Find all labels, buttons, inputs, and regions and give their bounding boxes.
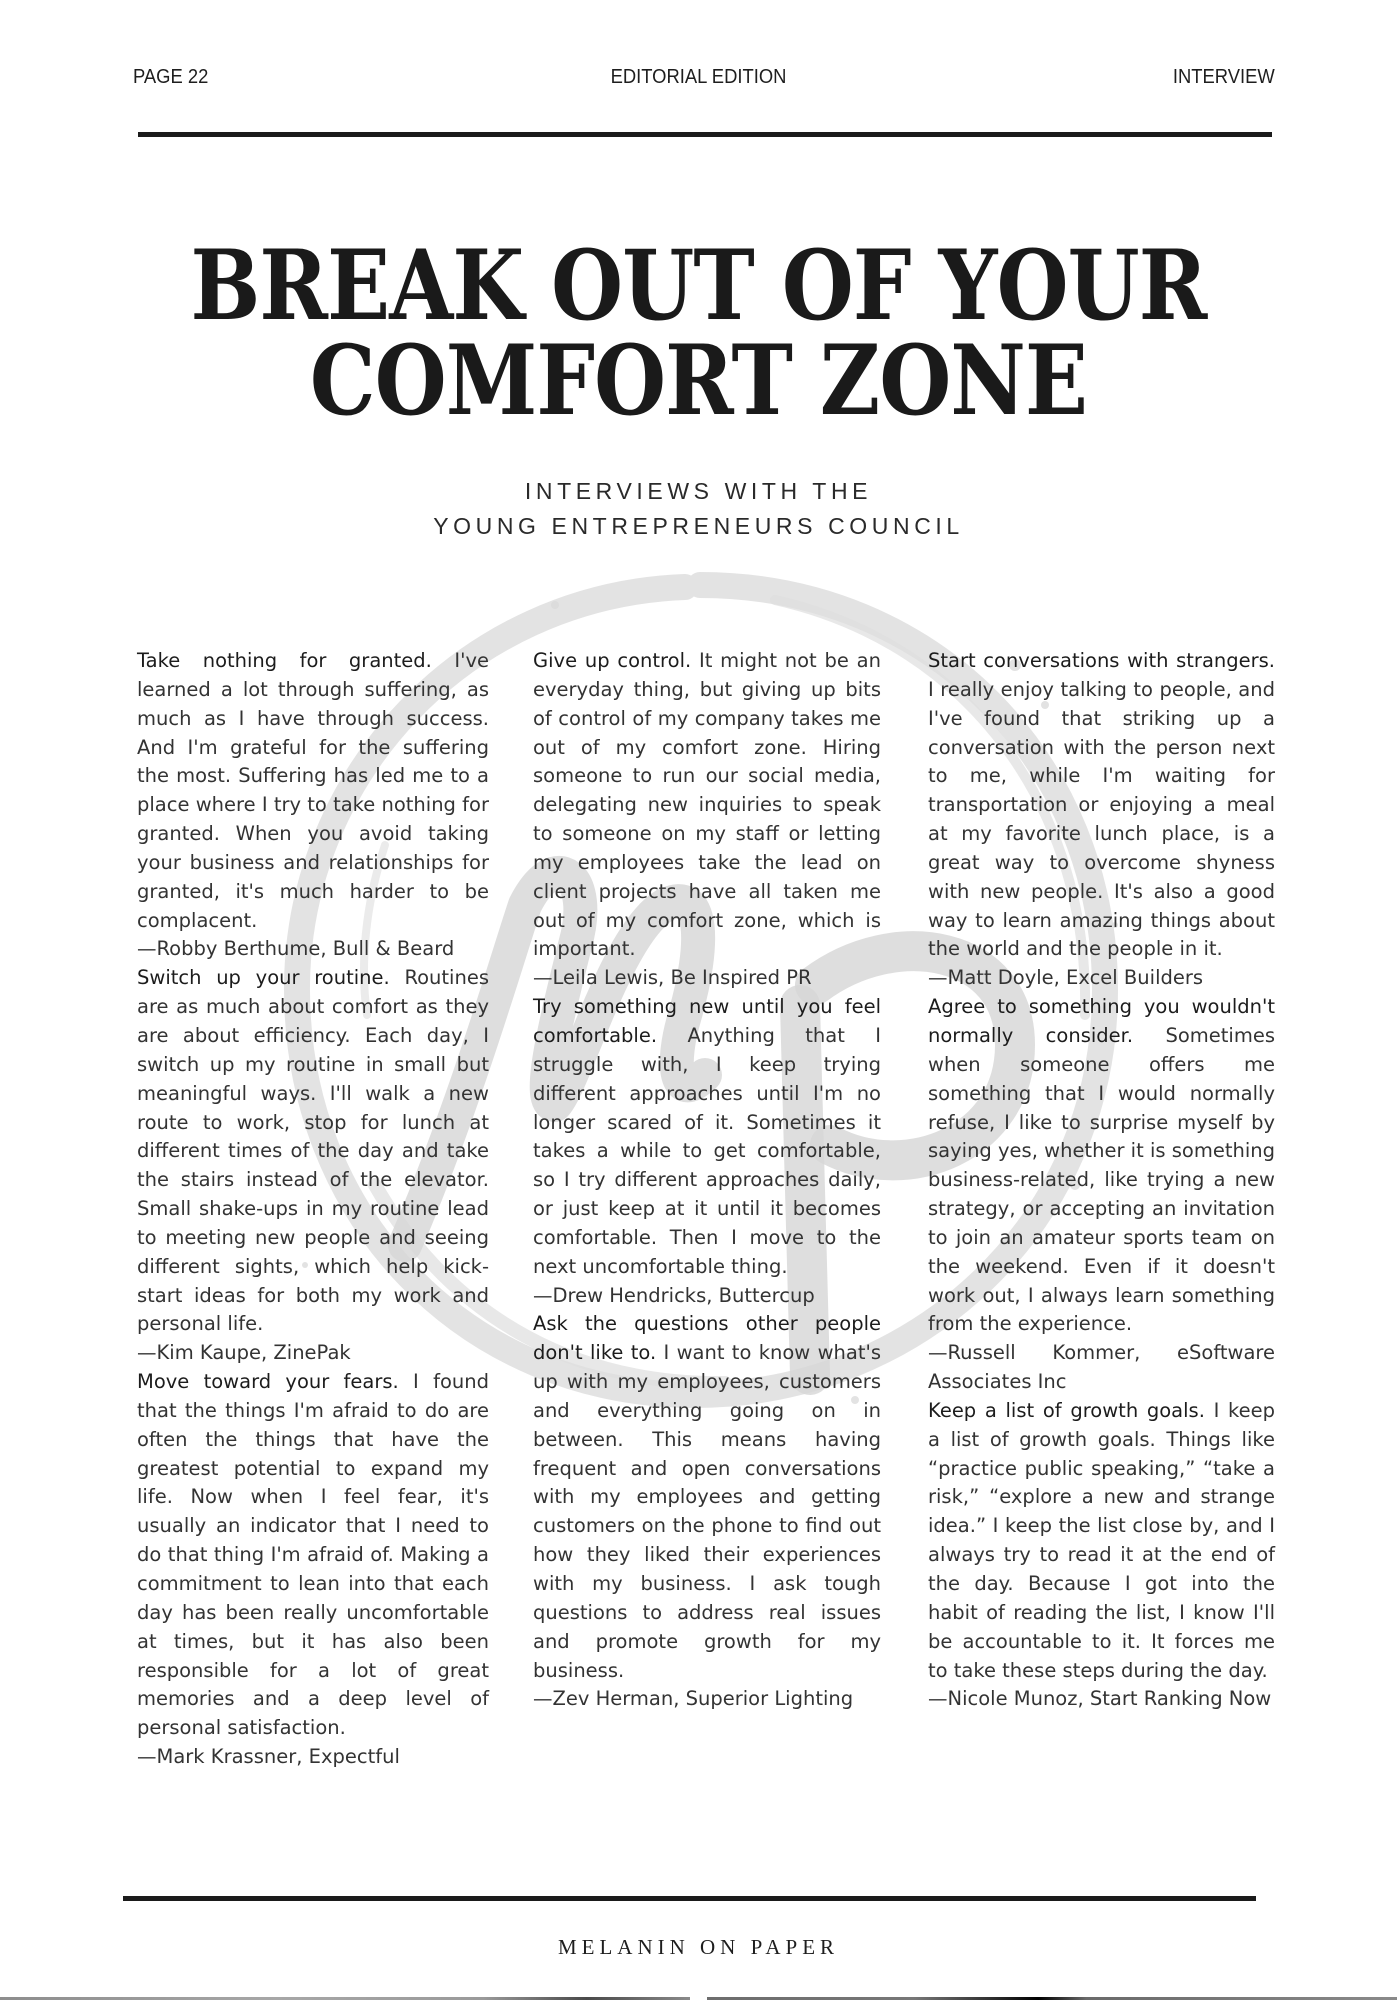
interview-entry — [533, 1310, 881, 1714]
article-title — [98, 229, 1299, 437]
entry-attribution: —Robby Berthume, Bull & Beard — [137, 937, 455, 961]
entry-attribution: —Kim Kaupe, ZinePak — [137, 1341, 351, 1365]
entry-attribution: —Drew Hendricks, Buttercup — [533, 1283, 815, 1307]
interview-entry — [137, 964, 489, 1368]
entry-body: I've learned a lot through suffering, as much as I have through success. And I'm grateful for the suffering the most. Suffering has led me to a place where I try to take nothing for granted. When you avoid taking your business and relationships for granted, it's much harder to be complacent. — [137, 649, 489, 932]
edition-label: EDITORIAL EDITION — [610, 66, 787, 88]
article-title-line-2: COMFORT ZONE — [309, 324, 1088, 437]
header-rule — [138, 132, 1272, 137]
article-subtitle-line-2: YOUNG ENTREPRENEURS COUNCIL — [433, 513, 964, 539]
article-column-3 — [928, 647, 1275, 1714]
entry-body: I really enjoy talking to people, and I've found that striking up a conversation with the person next to me, while I'm waiting for transportation or enjoying a meal at my favorite lunch place, is a great way to overcome shyness with new people. It's also a good way to learn amazing things about the world and the people in it. — [928, 677, 1275, 961]
entry-body: I found that the things I'm afraid to do are often the things that have the greatest potential to expand my life. Now when I feel fear, it's usually an indicator that I need to do that thing I'm afraid of. Making a commitment to lean into that each day has been really uncomfortable at times, but it has also been responsible for a lot of great memories and a deep level of personal satisfaction. — [137, 1370, 489, 1740]
article-subtitle — [0, 474, 1397, 544]
footer-rule — [123, 1896, 1256, 1901]
section-label: INTERVIEW — [1173, 66, 1275, 88]
interview-entry — [928, 993, 1275, 1397]
interview-entry — [137, 1368, 489, 1772]
entry-body: I keep a list of growth goals. Things like “practice public speaking,” “take a risk,” “explore a new and strange idea.” I keep the list close by, and I always try to read it at the end of the day. Because I got into the habit of reading the list, I know I'll be accountable to it. It forces me to take these steps during the day. — [928, 1398, 1276, 1682]
entry-lead: Start conversations with strangers. — [928, 649, 1275, 672]
entry-body: I want to know what's up with my employees, customers and everything going on in between. This means having frequent and open conversations with my employees and getting customers on the phone to find out how they liked their experiences with my business. I ask tough questions to address real issues and promote growth for my business. — [533, 1341, 881, 1682]
entry-attribution: —Mark Krassner, Expectful — [137, 1745, 400, 1769]
entry-lead: Give up control. — [533, 649, 692, 672]
article-title-line-1: BREAK OUT OF YOUR — [190, 229, 1207, 342]
entry-lead: Switch up your routine. — [137, 966, 390, 990]
entry-attribution: —Matt Doyle, Excel Builders — [928, 966, 1204, 990]
article-column-2 — [533, 647, 881, 1714]
interview-entry — [533, 647, 881, 993]
entry-attribution: —Russell Kommer, eSoftware Associates Inc — [928, 1341, 1275, 1394]
entry-lead: Move toward your fears. — [137, 1370, 399, 1394]
article-column-1 — [137, 647, 489, 1772]
interview-entry — [928, 647, 1275, 993]
entry-lead: Keep a list of growth goals. — [928, 1398, 1205, 1422]
entry-body: Routines are as much about comfort as they are about efficiency. Each day, I switch up my routine in small but meaningful ways. I'll walk a new route to work, stop for lunch at different times of the day and take the stairs instead of the elevator. Small shake-ups in my routine lead to meeting new people and seeing different sights, which help kick-start ideas for both my work and personal life. — [137, 966, 489, 1336]
entry-lead: Try something new until you feel comfortable. — [533, 995, 881, 1047]
entry-attribution: —Zev Herman, Superior Lighting — [533, 1687, 854, 1711]
entry-attribution: —Leila Lewis, Be Inspired PR — [533, 966, 812, 990]
entry-body: Sometimes when someone offers me something that I would normally refuse, I like to surprise myself by saying yes, whether it is something business-related, like trying a new strategy, or accepting an invitation to join an amateur sports team on the weekend. Even if it doesn't work out, I always learn something from the experience. — [928, 1023, 1275, 1336]
publication-brand: MELANIN ON PAPER — [557, 1935, 840, 1959]
interview-entry — [928, 1397, 1275, 1714]
entry-attribution: —Nicole Munoz, Start Ranking Now — [928, 1687, 1272, 1711]
entry-lead: Take nothing for granted. — [137, 649, 432, 672]
interview-entry — [533, 993, 881, 1310]
entry-body: Anything that I struggle with, I keep trying different approaches until I'm no longer scared of it. Sometimes it takes a while to get comfortable, so I try different approaches daily, or just keep at it until it becomes comfortable. Then I move to the next uncomfortable thing. — [533, 1023, 881, 1278]
article-subtitle-line-1: INTERVIEWS WITH THE — [524, 478, 873, 504]
entry-body: It might not be an everyday thing, but giving up bits of control of my company takes me out of my comfort zone. Hiring someone to run our social media, delegating new inquiries to speak to someone on my staff or letting my employees take the lead on client projects have all taken me out of my comfort zone, which is important. — [533, 649, 881, 961]
entry-lead: Ask the questions other people don't like to. — [533, 1312, 881, 1365]
interview-entry — [137, 647, 489, 964]
entry-lead: Agree to something you wouldn't normally consider. — [928, 995, 1275, 1047]
page-number: PAGE 22 — [133, 66, 209, 88]
